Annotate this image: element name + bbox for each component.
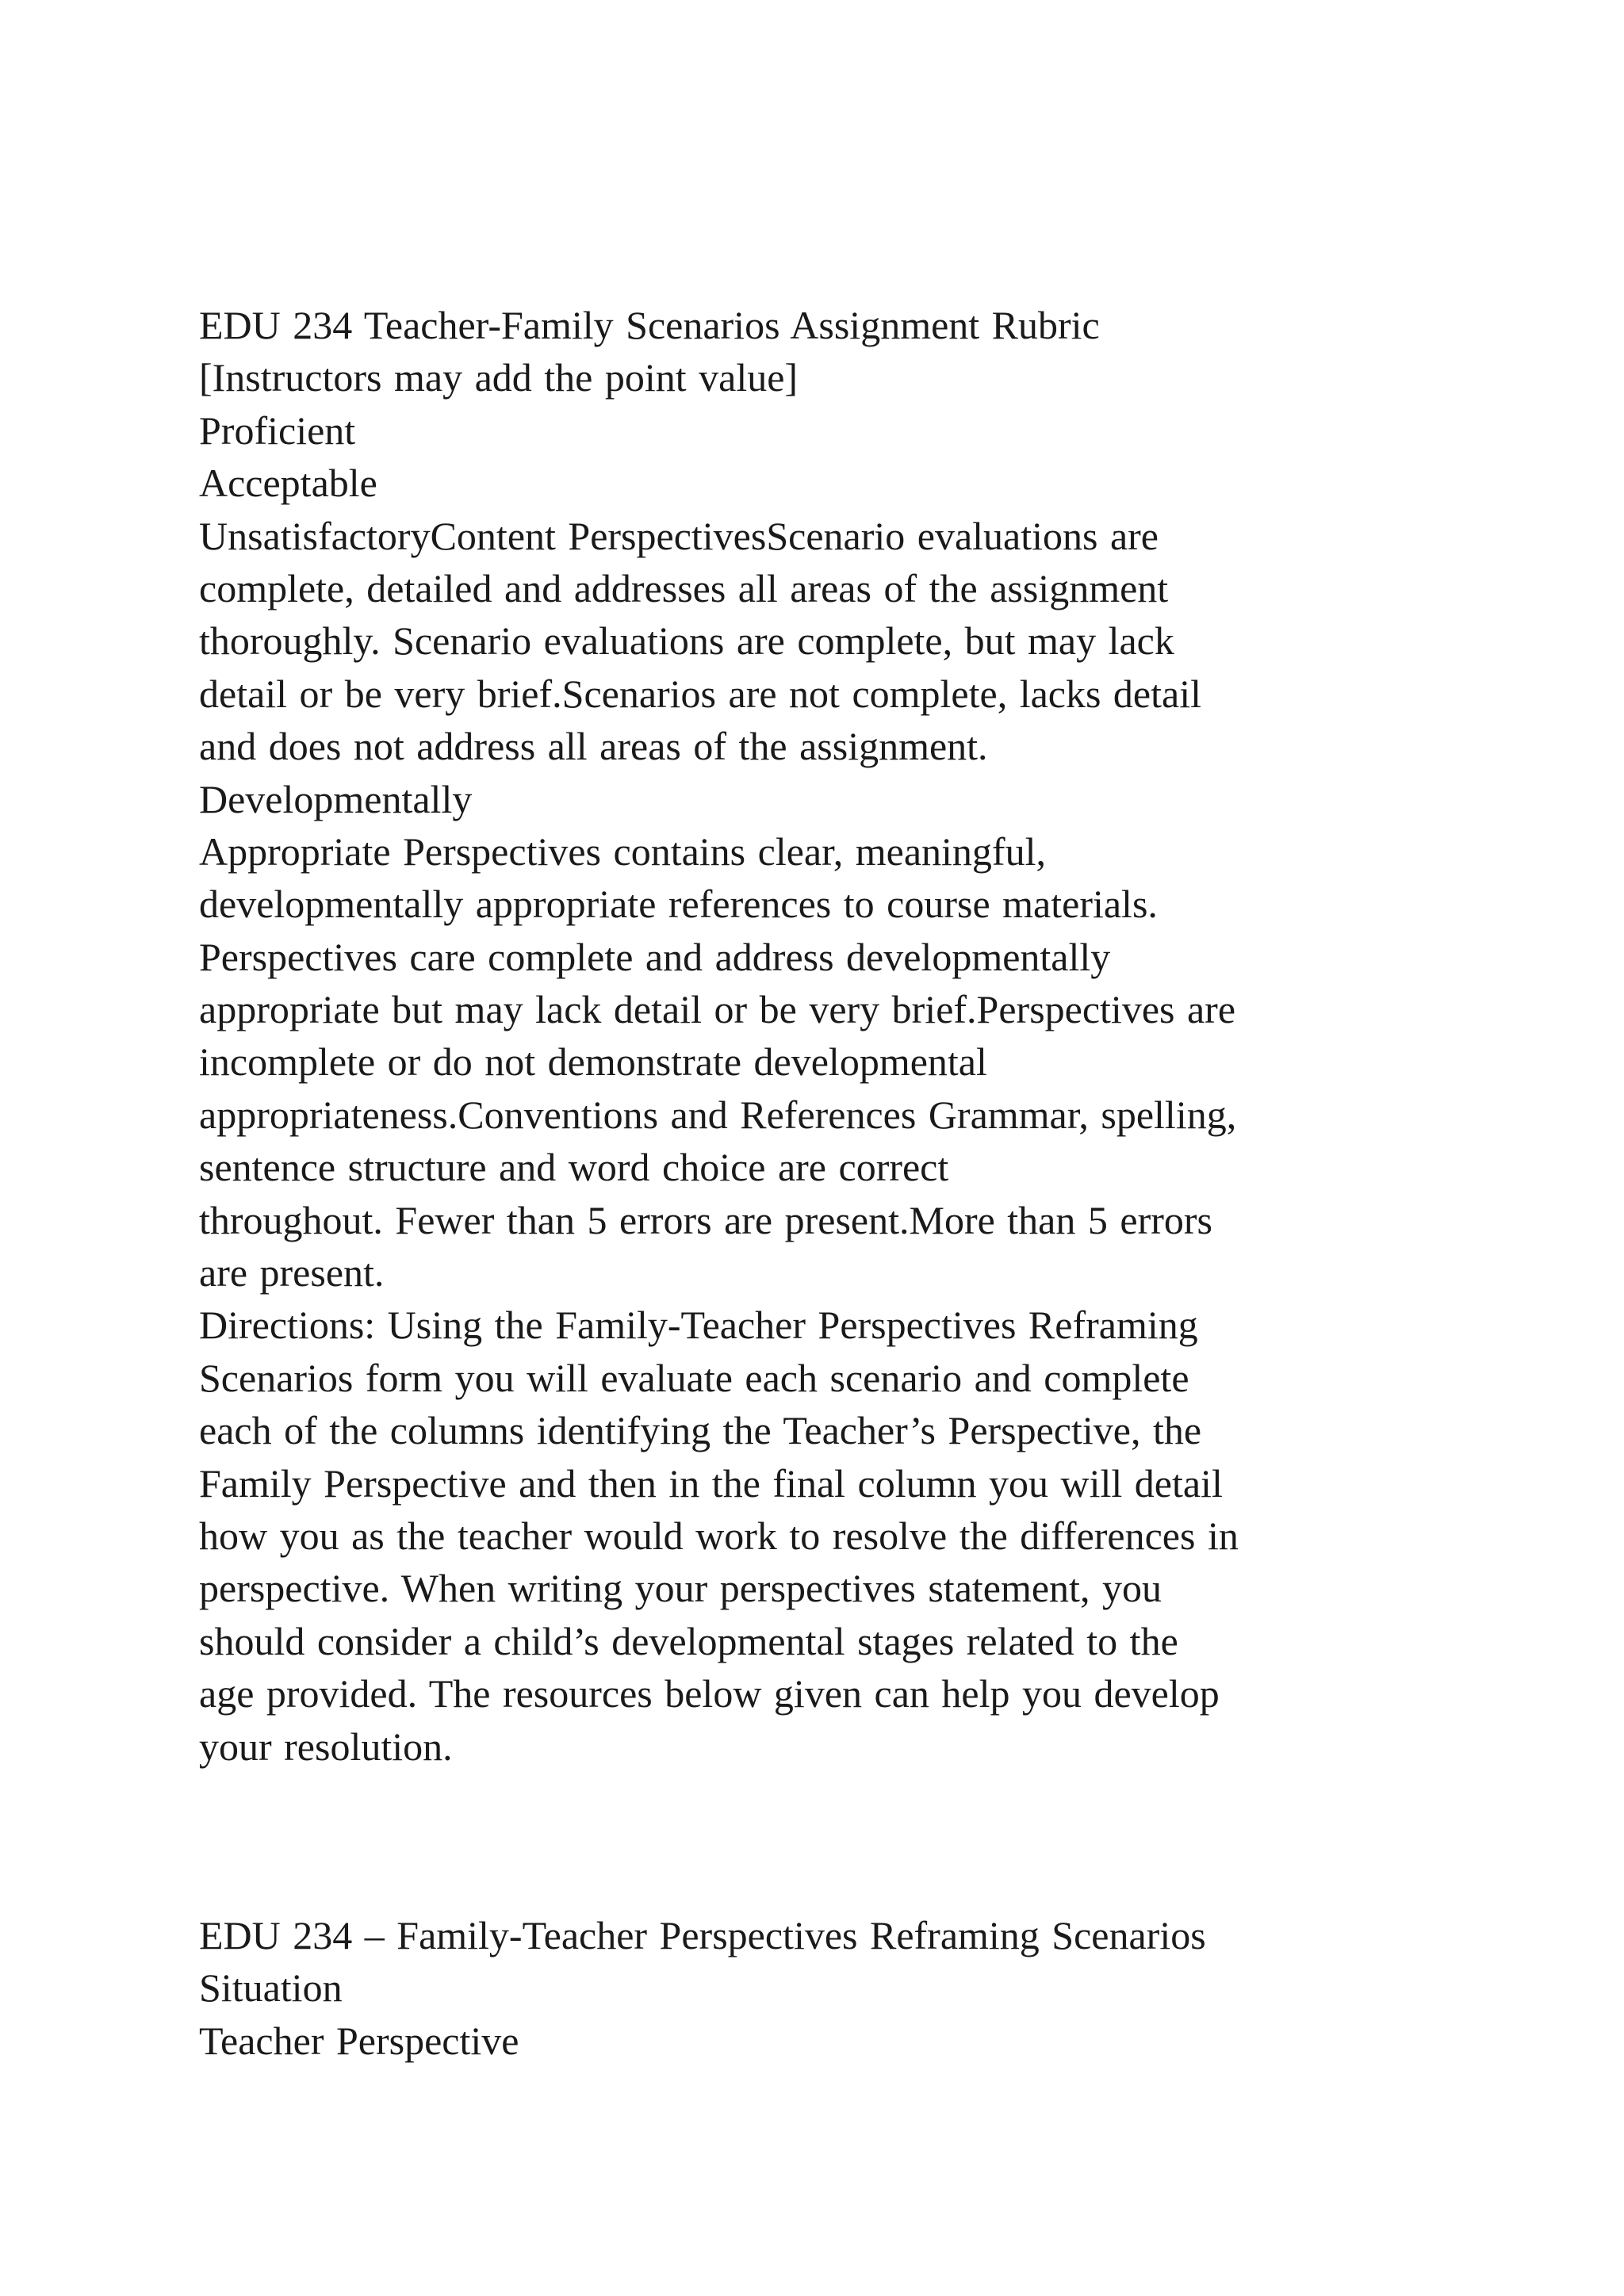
directions-text-line: each of the columns identifying the Teacher’s Perspective, the xyxy=(199,1408,1202,1453)
text-line: UnsatisfactoryContent PerspectivesScenario evaluations are xyxy=(199,513,1159,558)
text-line: are present. xyxy=(199,1250,385,1295)
scenarios-form-heading xyxy=(199,1909,1547,2067)
text-line: Developmentally xyxy=(199,776,473,821)
directions-text-line: should consider a child’s developmental stages related to the xyxy=(199,1618,1178,1663)
directions-text-line: how you as the teacher would work to resolve the differences in xyxy=(199,1513,1239,1558)
directions-text-line: Directions: Using the Family-Teacher Perspectives Reframing xyxy=(199,1303,1198,1348)
text-line: complete, detailed and addresses all areas of the assignment xyxy=(199,565,1169,610)
text-line: developmentally appropriate references to course materials. xyxy=(199,882,1158,927)
text-line: appropriateness.Conventions and References Grammar, spelling, xyxy=(199,1092,1237,1137)
text-line: throughout. Fewer than 5 errors are present.More than 5 errors xyxy=(199,1197,1212,1242)
text-line: sentence structure and word choice are correct xyxy=(199,1145,949,1190)
text-line: incomplete or do not demonstrate developmental xyxy=(199,1039,987,1085)
text-line: appropriate but may lack detail or be very brief.Perspectives are xyxy=(199,987,1236,1032)
form-title: EDU 234 – Family-Teacher Perspectives Reframing Scenarios xyxy=(199,1913,1206,1957)
text-line: Appropriate Perspectives contains clear, meaningful, xyxy=(199,828,1046,874)
text-line: Acceptable xyxy=(199,461,377,506)
directions-text-line: age provided. The resources below given can help you develop xyxy=(199,1671,1220,1716)
directions-text-line: Scenarios form you will evaluate each scenario and complete xyxy=(199,1355,1189,1400)
rubric-and-directions-text xyxy=(199,299,1547,1773)
directions-text-line: your resolution. xyxy=(199,1724,453,1769)
text-line: thoroughly. Scenario evaluations are complete, but may lack xyxy=(199,618,1174,664)
column-label-teacher-perspective: Teacher Perspective xyxy=(199,2018,519,2063)
text-line: detail or be very brief.Scenarios are not complete, lacks detail xyxy=(199,671,1201,716)
rubric-title: EDU 234 Teacher-Family Scenarios Assignment Rubric xyxy=(199,303,1100,347)
text-line: and does not address all areas of the assignment. xyxy=(199,724,988,769)
directions-text-line: Family Perspective and then in the final column you will detail xyxy=(199,1460,1223,1506)
text-line: Proficient xyxy=(199,408,356,453)
directions-text-line: perspective. When writing your perspectives statement, you xyxy=(199,1566,1162,1611)
text-line: [Instructors may add the point value] xyxy=(199,355,799,400)
column-label-situation: Situation xyxy=(199,1965,343,2011)
text-line: Perspectives care complete and address developmentally xyxy=(199,934,1111,979)
